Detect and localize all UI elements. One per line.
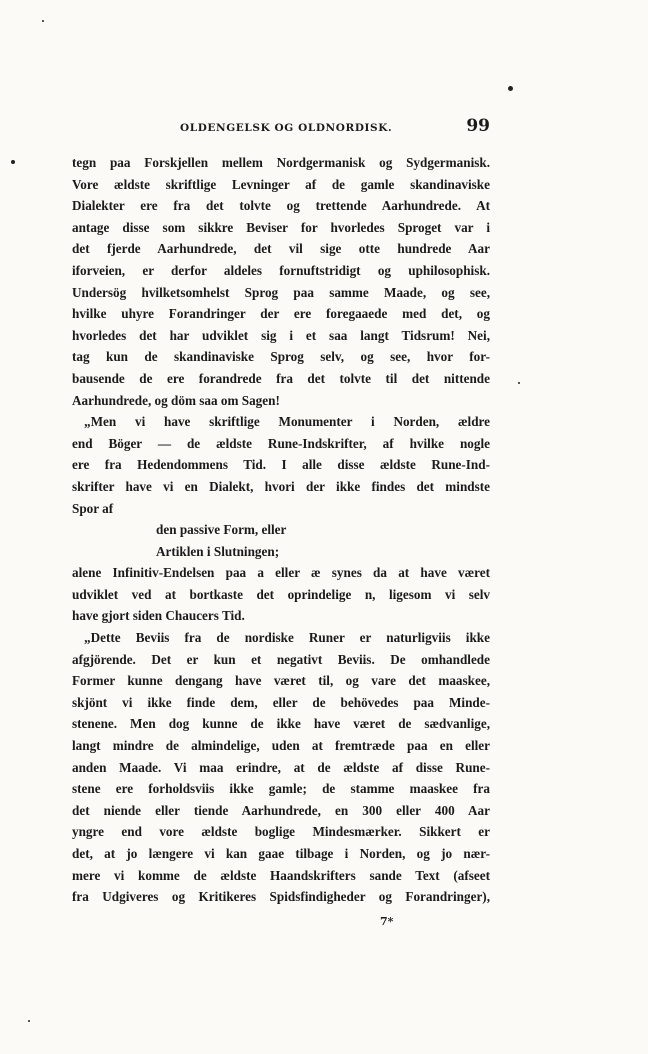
body-text xyxy=(72,152,490,908)
text-line: stene ere forholdsviis ikke gamle; de stamme maaskee fra xyxy=(72,781,490,797)
text-line: Former kunne dengang have været til, og vare det maaskee, xyxy=(72,673,490,689)
text-line: „Dette Beviis fra de nordiske Runer er naturligviis ikke xyxy=(84,630,490,646)
quoted-line: Artiklen i Slutningen; xyxy=(156,543,280,559)
text-line: skjönt vi ikke finde dem, eller de behövedes paa Minde- xyxy=(72,694,490,710)
text-line: Aarhundrede, og döm saa om Sagen! xyxy=(72,392,280,408)
text-line: bausende de ere forandrede fra det tolvte til det nittende xyxy=(72,370,490,386)
text-line: Spor af xyxy=(72,500,114,516)
text-line: end Böger — de ældste Rune-Indskrifter, af hvilke nogle xyxy=(72,435,490,451)
text-line: ere fra Hedendommens Tid. I alle disse ældste Rune-Ind- xyxy=(72,457,490,473)
text-line: skrifter have vi en Dialekt, hvori der ikke findes det mindste xyxy=(72,478,490,494)
text-line: have gjort siden Chaucers Tid. xyxy=(72,608,245,624)
text-line: mere vi komme de ældste Haandskrifters sande Text (afseet xyxy=(72,867,490,883)
ink-speck xyxy=(518,382,520,384)
running-title: OLDENGELSK OG OLDNORDISK. xyxy=(180,122,393,134)
quoted-line: den passive Form, eller xyxy=(156,522,287,538)
text-line: alene Infinitiv-Endelsen paa a eller æ synes da at have været xyxy=(72,565,490,581)
text-line: langt mindre de almindelige, uden at fremtræde paa en eller xyxy=(72,738,490,754)
text-line: Undersög hvilketsomhelst Sprog paa samme Maade, og see, xyxy=(72,284,490,300)
ink-speck xyxy=(11,160,15,164)
page-header xyxy=(180,116,490,138)
ink-speck xyxy=(42,20,44,22)
text-line: afgjörende. Det er kun et negativt Beviis. De omhandlede xyxy=(72,651,490,667)
page-number: 99 xyxy=(466,116,490,136)
text-line: anden Maade. Vi maa erindre, at de ældste af disse Rune- xyxy=(72,759,490,775)
text-line: det fjerde Aarhundrede, det vil sige otte hundrede Aar xyxy=(72,241,490,257)
text-line: det, at jo længere vi kan gaae tilbage i Norden, og jo nær- xyxy=(72,846,490,861)
text-line: tag kun de skandinaviske Sprog selv, og see, hvor for- xyxy=(72,349,490,365)
text-line: „Men vi have skriftlige Monumenter i Norden, ældre xyxy=(84,414,490,430)
text-line: fra Udgiveres og Kritikeres Spidsfindigheder og Forandringer), xyxy=(72,889,490,905)
ink-speck xyxy=(28,1020,30,1022)
text-line: udviklet ved at bortkaste det oprindelige n, ligesom vi selv xyxy=(72,586,490,602)
text-line: antage disse som sikkre Beviser for hvorledes Sproget var i xyxy=(72,219,490,235)
text-line: tegn paa Forskjellen mellem Nordgermanisk og Sydgermanisk. xyxy=(72,155,490,170)
text-line: yngre end vore ældste boglige Mindesmærker. Sikkert er xyxy=(72,824,490,840)
text-line: hvilke uhyre Forandringer der ere foregaaede med det, og xyxy=(72,306,490,322)
text-line: det niende eller tiende Aarhundrede, en 300 eller 400 Aar xyxy=(72,802,490,818)
text-line: hvorledes det har udviklet sig i et saa langt Tidsrum! Nei, xyxy=(72,327,490,343)
signature-mark: 7* xyxy=(380,915,394,928)
text-line: stenene. Men dog kunne de ikke have været de sædvanlige, xyxy=(72,716,490,732)
text-line: Dialekter ere fra det tolvte og trettende Aarhundrede. At xyxy=(72,198,490,214)
text-line: Vore ældste skriftlige Levninger af de gamle skandinaviske xyxy=(72,176,490,192)
ink-speck xyxy=(508,86,513,91)
text-line: iforveien, er derfor aldeles fornuftstridigt og uphilosophisk. xyxy=(72,262,490,278)
